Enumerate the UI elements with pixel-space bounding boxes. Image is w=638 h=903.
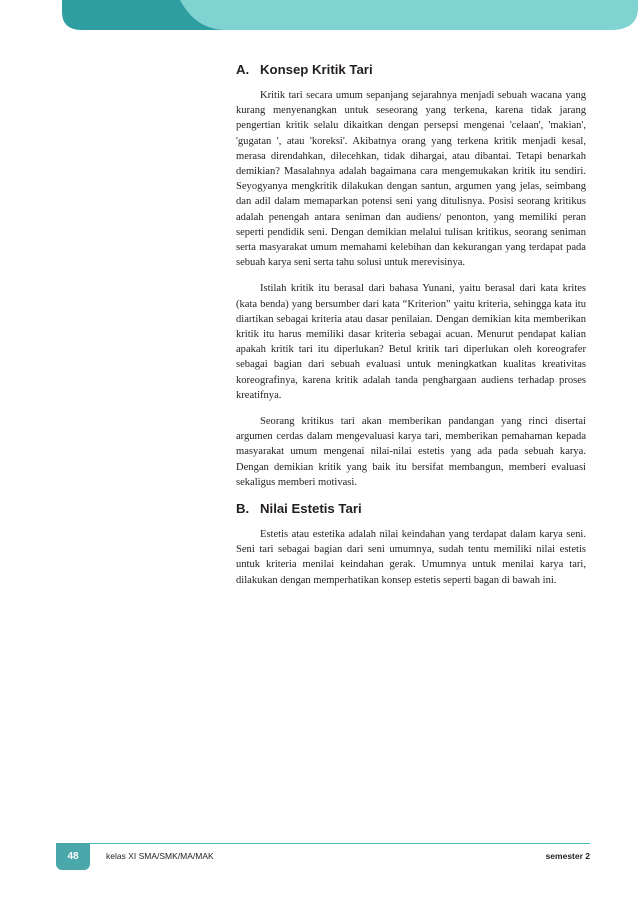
section-a-paragraph-3: Seorang kritikus tari akan memberikan pandangan yang rinci disertai argumen cerdas dalam mengevaluasi karya tari, memberikan pemahaman kepada masyarakat umum mengenai nilai-nilai estetis yang ada pada sebuah karya. Dengan demikian kritik yang baik itu bersifat membangun, memberi evaluasi sekaligus memberi motivasi. bbox=[236, 416, 586, 488]
main-content bbox=[236, 62, 586, 599]
section-a-letter: A. bbox=[236, 62, 250, 77]
section-b-paragraph-1: Estetis atau estetika adalah nilai keindahan yang terdapat dalam karya seni. Seni tari sebagai bagian dari seni umumnya, sudah tentu memiliki nilai estetis untuk kriteria menilai keindahan gerak. Umumnya untuk menilai karya tari, dilakukan dengan memperhatikan konsep estetis seperti bagan di bawah ini. bbox=[236, 529, 586, 586]
section-b-title: Nilai Estetis Tari bbox=[260, 501, 362, 517]
section-a-paragraph-1: Kritik tari secara umum sepanjang sejarahnya menjadi sebuah wacana yang kurang menyenangkan untuk seseorang yang terkena, karena tidak jarang pengertian kritik selalu dikaitkan dengan persepsi mengenai 'celaan', 'makian', 'gugatan ', atau 'koreksi'. Akibatnya orang yang terkena kritik menjadi kesal, merasa direndahkan, dilecehkan, tidak dihargai, atau dibantai. Tetapi benarkah demikian? Masalahnya adalah bagaimana cara mengemukakan kritik itu sendiri. Seyogyanya mengkritik dilakukan dengan santun, argumen yang jelas, seimbang dan adil dalam memaparkan potensi seni yang ditulisnya. Posisi seorang kritikus adalah penengah antara seniman dan audiens/ penonton, yang memiliki peran seperti pendidik seni. Dengan demikian melalui tulisan kritikus, seorang seniman serta masyarakat umum memahami kelebihan dan kekurangan yang terdapat pada sebuah karya seni serta tahu solusi untuk merevisinya. bbox=[236, 90, 586, 269]
header-decoration-band bbox=[0, 0, 638, 42]
page-number-badge bbox=[56, 843, 90, 870]
section-a-paragraph-2: Istilah kritik itu berasal dari bahasa Yunani, yaitu berasal dari kata krites (kata benda) yang bersumber dari kata “Kriterion” yaitu kriteria, sehingga kata itu diartikan sebagai kriteria atau dasar penilaian. Dengan demikian kita memberikan kritik itu harus memiliki dasar kriteria sebagai acuan. Menurut pendapat kalian apakah kritik tari itu diperlukan? Betul kritik tari diperlukan oleh koreografer sebagai bagian dari sebuah evaluasi untuk meningkatkan kualitas kreativitas koreografinya, karena kritik adalah tanda penghargaan audiens terhadap proses kreatifnya. bbox=[236, 283, 586, 401]
section-b-heading bbox=[236, 501, 586, 516]
footer-divider bbox=[56, 843, 590, 844]
section-a-heading bbox=[236, 62, 586, 77]
footer-class-label: kelas XI SMA/SMK/MA/MAK bbox=[106, 851, 214, 861]
section-b-letter: B. bbox=[236, 501, 250, 517]
footer-semester-label: semester 2 bbox=[545, 851, 590, 861]
section-a-title: Konsep Kritik Tari bbox=[260, 62, 373, 77]
page-number: 48 bbox=[67, 851, 79, 862]
